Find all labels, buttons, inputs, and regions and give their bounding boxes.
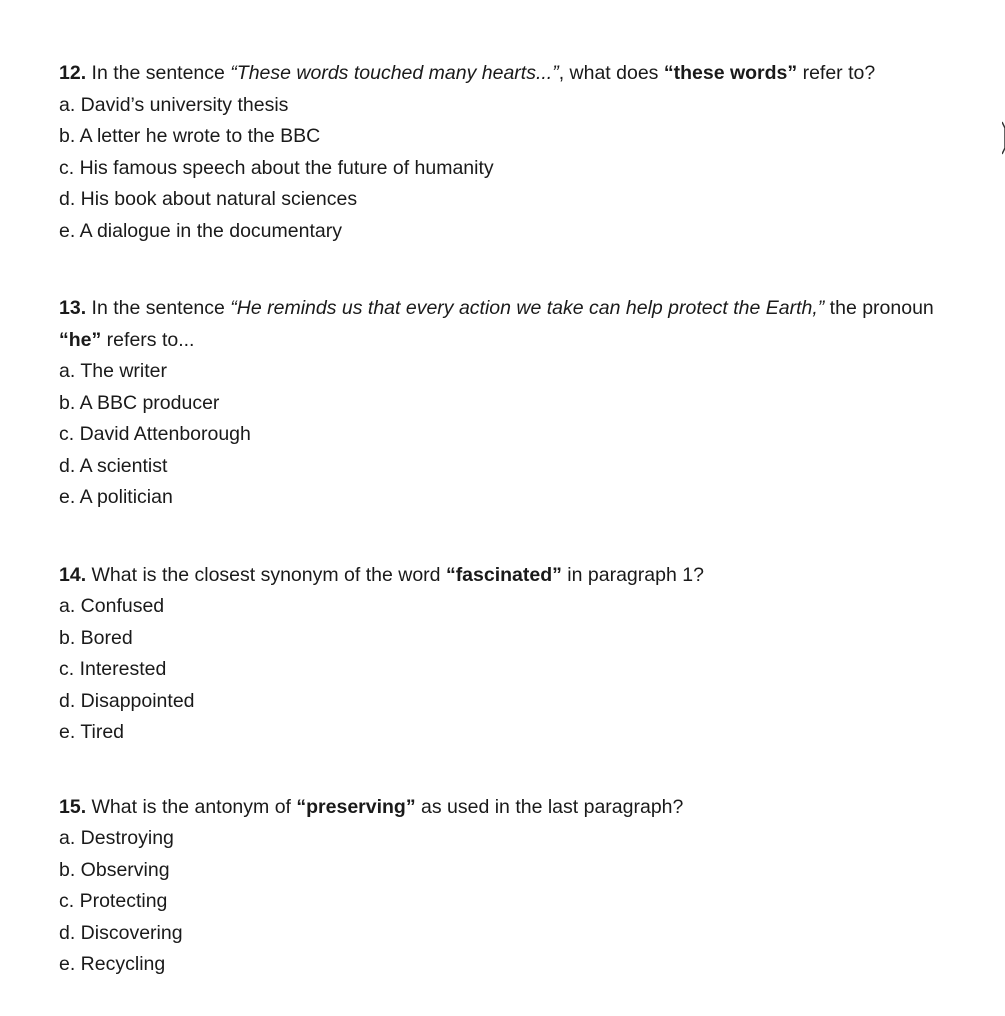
stem-text: What is the antonym of bbox=[86, 795, 297, 818]
option-a: a. Destroying bbox=[59, 827, 174, 849]
option-b: b. Observing bbox=[59, 858, 170, 881]
option-d: d. A scientist bbox=[59, 454, 168, 477]
option-e: e. Recycling bbox=[59, 953, 166, 975]
stem-quote: “He reminds us that every action we take can help protect the Earth,” bbox=[230, 297, 825, 319]
option-a: a. Confused bbox=[59, 595, 165, 617]
worksheet-page bbox=[59, 58, 989, 981]
stem-text: What is the closest synonym of the word bbox=[86, 563, 446, 586]
option-a: a. David’s university thesis bbox=[59, 93, 289, 116]
stem-keyword: “these words” bbox=[663, 62, 798, 84]
stem-keyword: “preserving” bbox=[296, 795, 416, 818]
option-c: c. Protecting bbox=[59, 890, 168, 912]
option-b: b. A BBC producer bbox=[59, 391, 220, 414]
question-number: 12. bbox=[59, 62, 87, 84]
option-c: c. Interested bbox=[59, 658, 167, 680]
stem-text: In the sentence bbox=[86, 62, 231, 84]
option-b: b. Bored bbox=[59, 626, 133, 649]
option-c: c. David Attenborough bbox=[59, 423, 251, 445]
option-d: d. His book about natural sciences bbox=[59, 188, 358, 210]
question-14 bbox=[59, 560, 989, 749]
stem-text: in paragraph 1? bbox=[561, 563, 704, 586]
stem-text: the pronoun bbox=[824, 297, 934, 319]
question-number: 15. bbox=[59, 795, 87, 818]
question-15 bbox=[59, 792, 989, 981]
option-e: e. A politician bbox=[59, 486, 173, 508]
question-12-stem bbox=[59, 58, 989, 90]
question-number: 14. bbox=[59, 563, 87, 586]
question-number: 13. bbox=[59, 297, 87, 319]
stem-text: , what does bbox=[558, 62, 664, 84]
option-a: a. The writer bbox=[59, 360, 168, 382]
stem-text: as used in the last paragraph? bbox=[415, 795, 684, 818]
stem-text: In the sentence bbox=[86, 297, 231, 319]
question-13 bbox=[59, 293, 989, 514]
question-13-stem-line2 bbox=[59, 325, 989, 357]
option-b: b. A letter he wrote to the BBC bbox=[59, 125, 321, 147]
option-d: d. Disappointed bbox=[59, 689, 195, 712]
stem-quote: “These words touched many hearts...” bbox=[230, 62, 559, 84]
question-12 bbox=[59, 58, 989, 247]
stem-text: refer to? bbox=[797, 62, 876, 84]
question-13-stem-line1 bbox=[59, 293, 989, 325]
question-15-stem bbox=[59, 792, 989, 824]
option-e: e. A dialogue in the documentary bbox=[59, 219, 342, 242]
stem-text: refers to... bbox=[101, 328, 195, 351]
stem-keyword: “he” bbox=[59, 328, 102, 351]
option-c: c. His famous speech about the future of humanity bbox=[59, 156, 494, 179]
stem-keyword: “fascinated” bbox=[445, 563, 562, 586]
option-d: d. Discovering bbox=[59, 921, 183, 944]
option-e: e. Tired bbox=[59, 721, 125, 743]
question-14-stem bbox=[59, 560, 989, 592]
